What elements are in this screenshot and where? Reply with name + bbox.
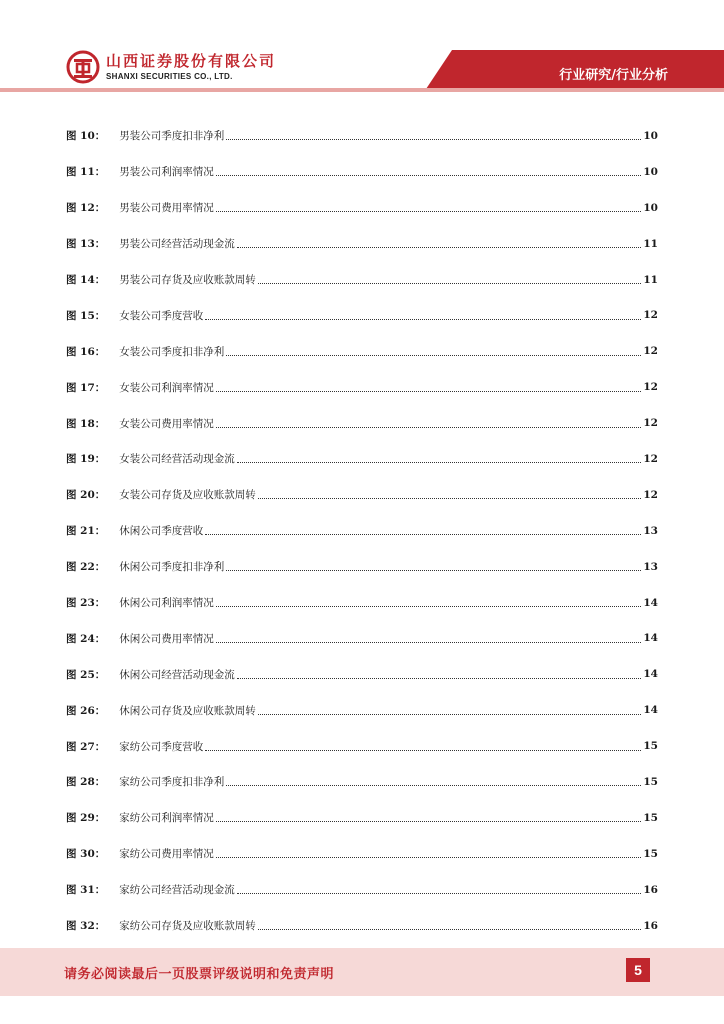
toc-figure-title: 家纺公司季度营收 [119, 740, 204, 753]
section-label: 行业研究/行业分析 [559, 68, 668, 83]
toc-page-number: 10 [643, 165, 658, 178]
toc-figure-number: 图 22： [66, 561, 106, 574]
toc-leader-dots [226, 131, 641, 140]
toc-leader-dots [205, 526, 641, 535]
toc-figure-number: 图 26： [66, 704, 106, 717]
toc-leader-dots [258, 275, 642, 284]
company-name-cn: 山西证券股份有限公司 [106, 51, 277, 70]
toc-entry[interactable] [66, 405, 658, 441]
toc-figure-number: 图 29： [66, 812, 106, 825]
toc-figure-number: 图 28： [66, 776, 106, 789]
toc-figure-title: 休闲公司利润率情况 [119, 597, 214, 610]
toc-page-number: 10 [643, 201, 658, 214]
company-logo [66, 50, 276, 84]
toc-page-number: 16 [643, 919, 658, 932]
toc-figure-title: 男装公司季度扣非净利 [119, 130, 225, 143]
toc-entry[interactable] [66, 656, 658, 692]
toc-figure-title: 家纺公司经营活动现金流 [119, 884, 235, 897]
toc-page-number: 12 [643, 452, 658, 465]
toc-page-number: 11 [643, 273, 658, 286]
toc-leader-dots [237, 454, 642, 463]
company-logo-icon [66, 50, 100, 84]
toc-figure-title: 女装公司费用率情况 [119, 417, 214, 430]
toc-figure-title: 休闲公司季度营收 [119, 525, 204, 538]
toc-figure-title: 休闲公司季度扣非净利 [119, 561, 225, 574]
toc-figure-title: 休闲公司经营活动现金流 [119, 668, 235, 681]
toc-entry[interactable] [66, 620, 658, 656]
disclaimer-text: 请务必阅读最后一页股票评级说明和免责声明 [64, 967, 335, 982]
toc-figure-number: 图 32： [66, 920, 106, 933]
toc-figure-number: 图 19： [66, 453, 106, 466]
toc-figure-number: 图 10： [66, 130, 106, 143]
toc-leader-dots [258, 921, 642, 930]
toc-entry[interactable] [66, 297, 658, 333]
toc-page-number: 13 [643, 560, 658, 573]
toc-figure-number: 图 30： [66, 848, 106, 861]
page-footer [0, 948, 724, 996]
toc-figure-number: 图 25： [66, 668, 106, 681]
toc-page-number: 11 [643, 237, 658, 250]
toc-figure-number: 图 16： [66, 345, 106, 358]
toc-entry[interactable] [66, 262, 658, 298]
toc-page-number: 14 [643, 632, 658, 645]
toc-figure-number: 图 15： [66, 309, 106, 322]
toc-leader-dots [226, 347, 641, 356]
toc-figure-title: 家纺公司季度扣非净利 [119, 776, 225, 789]
toc-leader-dots [205, 742, 641, 751]
toc-figure-number: 图 14： [66, 274, 106, 286]
toc-figure-number: 图 23： [66, 597, 106, 610]
toc-entry[interactable] [66, 728, 658, 764]
toc-figure-number: 图 20： [66, 489, 106, 502]
toc-figure-title: 女装公司利润率情况 [119, 381, 214, 394]
figure-index-list [66, 118, 658, 943]
toc-figure-title: 休闲公司费用率情况 [119, 632, 214, 645]
toc-entry[interactable] [66, 513, 658, 549]
toc-leader-dots [226, 777, 641, 786]
company-name-en: SHANXI SECURITIES CO., LTD. [106, 71, 233, 81]
toc-page-number: 14 [643, 668, 658, 681]
toc-figure-title: 女装公司季度营收 [119, 309, 204, 322]
toc-figure-title: 女装公司经营活动现金流 [119, 453, 235, 466]
toc-figure-number: 图 11： [66, 166, 106, 179]
toc-entry[interactable] [66, 908, 658, 944]
toc-entry[interactable] [66, 226, 658, 262]
toc-figure-title: 男装公司经营活动现金流 [119, 238, 235, 251]
toc-figure-number: 图 24： [66, 632, 106, 645]
toc-page-number: 15 [643, 740, 658, 753]
toc-entry[interactable] [66, 333, 658, 369]
toc-entry[interactable] [66, 692, 658, 728]
toc-leader-dots [216, 419, 642, 428]
toc-leader-dots [216, 383, 642, 392]
toc-leader-dots [237, 670, 642, 679]
toc-leader-dots [216, 598, 642, 607]
toc-entry[interactable] [66, 836, 658, 872]
toc-leader-dots [216, 849, 642, 858]
toc-figure-title: 家纺公司费用率情况 [119, 848, 214, 861]
toc-leader-dots [216, 203, 642, 212]
toc-figure-title: 家纺公司利润率情况 [119, 812, 214, 825]
toc-page-number: 15 [643, 775, 658, 788]
toc-leader-dots [237, 239, 642, 248]
toc-page-number: 12 [643, 488, 658, 501]
toc-entry[interactable] [66, 190, 658, 226]
toc-page-number: 15 [643, 847, 658, 860]
toc-entry[interactable] [66, 872, 658, 908]
toc-figure-title: 男装公司利润率情况 [119, 166, 214, 179]
toc-leader-dots [205, 311, 641, 320]
toc-entry[interactable] [66, 477, 658, 513]
toc-page-number: 12 [643, 381, 658, 394]
toc-entry[interactable] [66, 800, 658, 836]
toc-figure-title: 男装公司存货及应收账款周转 [119, 274, 256, 286]
toc-page-number: 16 [643, 883, 658, 896]
toc-leader-dots [237, 885, 642, 894]
toc-leader-dots [258, 490, 642, 499]
toc-figure-number: 图 17： [66, 381, 106, 394]
toc-figure-title: 男装公司费用率情况 [119, 202, 214, 215]
page-number: 5 [626, 958, 650, 982]
toc-leader-dots [216, 167, 642, 176]
page-header [0, 0, 724, 100]
toc-leader-dots [216, 813, 642, 822]
toc-figure-title: 休闲公司存货及应收账款周转 [119, 704, 256, 717]
toc-figure-title: 女装公司季度扣非净利 [119, 345, 225, 358]
toc-entry[interactable] [66, 764, 658, 800]
toc-figure-title: 家纺公司存货及应收账款周转 [119, 920, 256, 933]
toc-entry[interactable] [66, 549, 658, 585]
toc-page-number: 14 [643, 596, 658, 609]
toc-entry[interactable] [66, 118, 658, 154]
header-divider [0, 88, 724, 92]
toc-page-number: 12 [643, 417, 658, 430]
toc-figure-number: 图 18： [66, 417, 106, 430]
toc-page-number: 12 [643, 309, 658, 322]
toc-figure-number: 图 31： [66, 884, 106, 897]
toc-figure-number: 图 12： [66, 202, 106, 215]
toc-entry[interactable] [66, 585, 658, 621]
toc-figure-number: 图 13： [66, 238, 106, 251]
toc-figure-title: 女装公司存货及应收账款周转 [119, 489, 256, 502]
toc-figure-number: 图 27： [66, 740, 106, 753]
toc-figure-number: 图 21： [66, 525, 106, 538]
toc-leader-dots [216, 634, 642, 643]
toc-entry[interactable] [66, 369, 658, 405]
toc-entry[interactable] [66, 441, 658, 477]
toc-page-number: 10 [643, 129, 658, 142]
toc-entry[interactable] [66, 154, 658, 190]
toc-leader-dots [226, 562, 641, 571]
toc-page-number: 15 [643, 811, 658, 824]
toc-page-number: 12 [643, 345, 658, 358]
toc-page-number: 14 [643, 704, 658, 717]
toc-leader-dots [258, 706, 642, 715]
toc-page-number: 13 [643, 524, 658, 537]
